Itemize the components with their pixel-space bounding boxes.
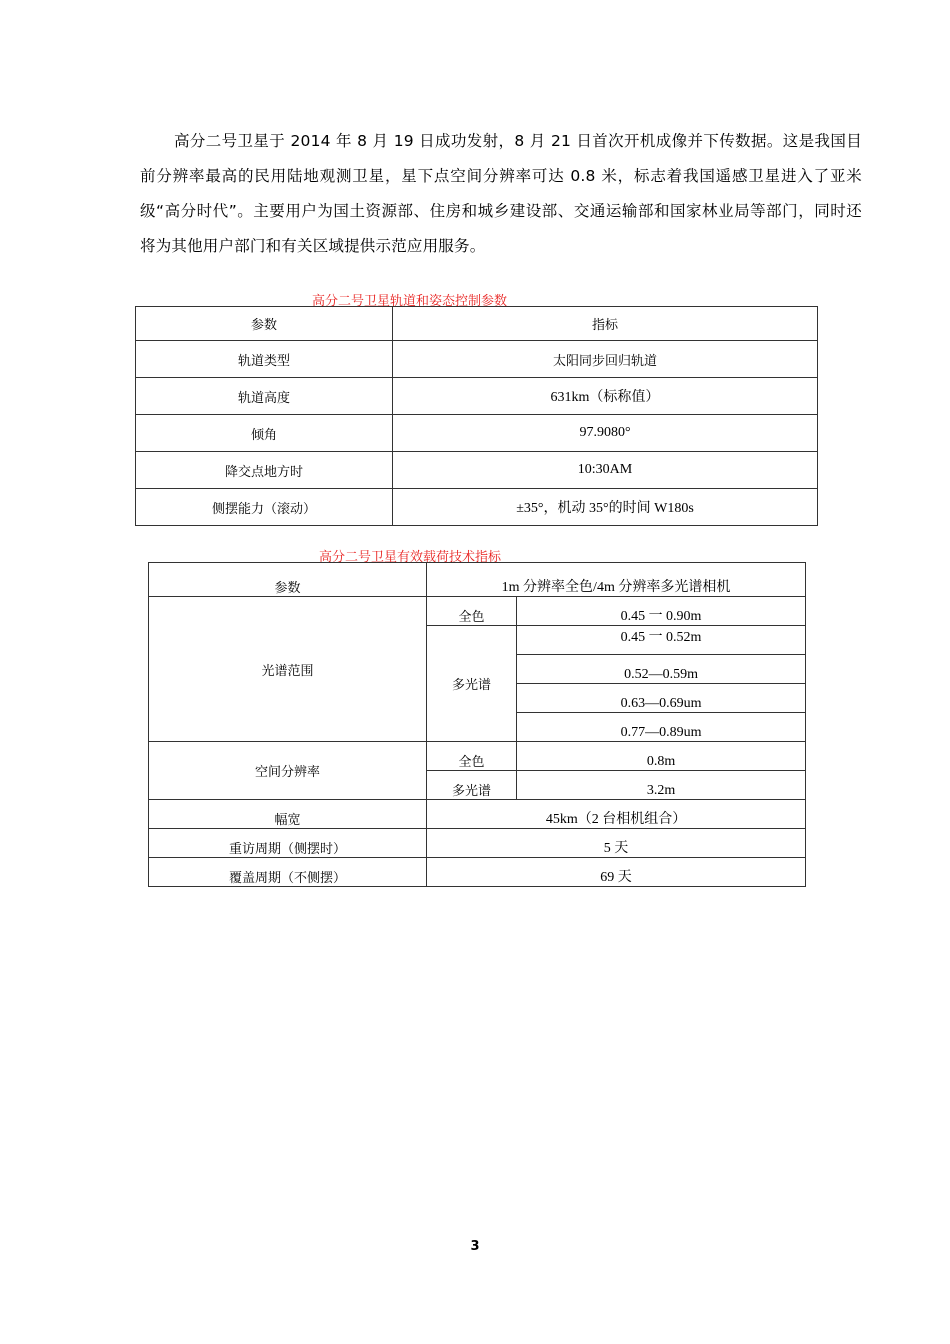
orbit-parameters-table (135, 306, 818, 526)
value-cell: 0.45 一 0.52m (517, 626, 806, 655)
param-cell: 轨道高度 (136, 378, 393, 415)
header-cell: 1m 分辨率全色/4m 分辨率多光谱相机 (427, 563, 806, 597)
value-cell: 97.9080° (393, 415, 818, 452)
value-cell: 0.45 一 0.90m (517, 597, 806, 626)
resolution-label: 空间分辨率 (149, 742, 427, 800)
header-cell: 指标 (393, 307, 818, 341)
table2-caption: 高分二号卫星有效载荷技术指标 (319, 550, 502, 565)
value-cell: 45km（2 台相机组合） (427, 800, 806, 829)
table-row (149, 597, 806, 626)
table1-caption: 高分二号卫星轨道和姿态控制参数 (312, 294, 508, 309)
param-cell: 侧摆能力（滚动） (136, 489, 393, 526)
value-cell: 3.2m (517, 771, 806, 800)
value-cell: 10:30AM (393, 452, 818, 489)
table-row (149, 800, 806, 829)
table-row (136, 452, 818, 489)
page-number: 3 (470, 1239, 480, 1254)
pan-label: 全色 (427, 742, 517, 771)
table-row (149, 858, 806, 887)
param-cell: 降交点地方时 (136, 452, 393, 489)
param-cell: 幅宽 (149, 800, 427, 829)
param-cell: 覆盖周期（不侧摆） (149, 858, 427, 887)
table-row (136, 341, 818, 378)
value-cell: 631km（标称值） (393, 378, 818, 415)
value-cell: 0.8m (517, 742, 806, 771)
ms-label: 多光谱 (427, 626, 517, 742)
value-cell: 0.52—0.59m (517, 655, 806, 684)
header-cell: 参数 (149, 563, 427, 597)
pan-label: 全色 (427, 597, 517, 626)
param-cell: 轨道类型 (136, 341, 393, 378)
table-header-row (136, 307, 818, 341)
table-row (136, 378, 818, 415)
ms-label: 多光谱 (427, 771, 517, 800)
intro-paragraph: 高分二号卫星于 2014 年 8 月 19 日成功发射，8 月 21 日首次开机成像并下传数据。这是我国目前分辨率最高的民用陆地观测卫星，星下点空间分辨率可达 0.8 米，标志着我国遥感卫星进入了亚米级“高分时代”。主要用户为国土资源部、住房和城乡建设部、交通运输部和国家林业局等部门，同时还将为其他用户部门和有关区域提供示范应用服务。 (140, 132, 862, 255)
table-row (136, 489, 818, 526)
spectral-range-label: 光谱范围 (149, 597, 427, 742)
table-row (149, 829, 806, 858)
value-cell: 5 天 (427, 829, 806, 858)
value-cell: 0.77—0.89um (517, 713, 806, 742)
value-cell: 太阳同步回归轨道 (393, 341, 818, 378)
param-cell: 重访周期（侧摆时） (149, 829, 427, 858)
table-row (149, 742, 806, 771)
payload-specs-table (148, 562, 806, 887)
param-cell: 倾角 (136, 415, 393, 452)
table-header-row (149, 563, 806, 597)
table-row (136, 415, 818, 452)
value-cell: ±35°，机动 35°的时间 W180s (393, 489, 818, 526)
value-cell: 69 天 (427, 858, 806, 887)
header-cell: 参数 (136, 307, 393, 341)
value-cell: 0.63—0.69um (517, 684, 806, 713)
